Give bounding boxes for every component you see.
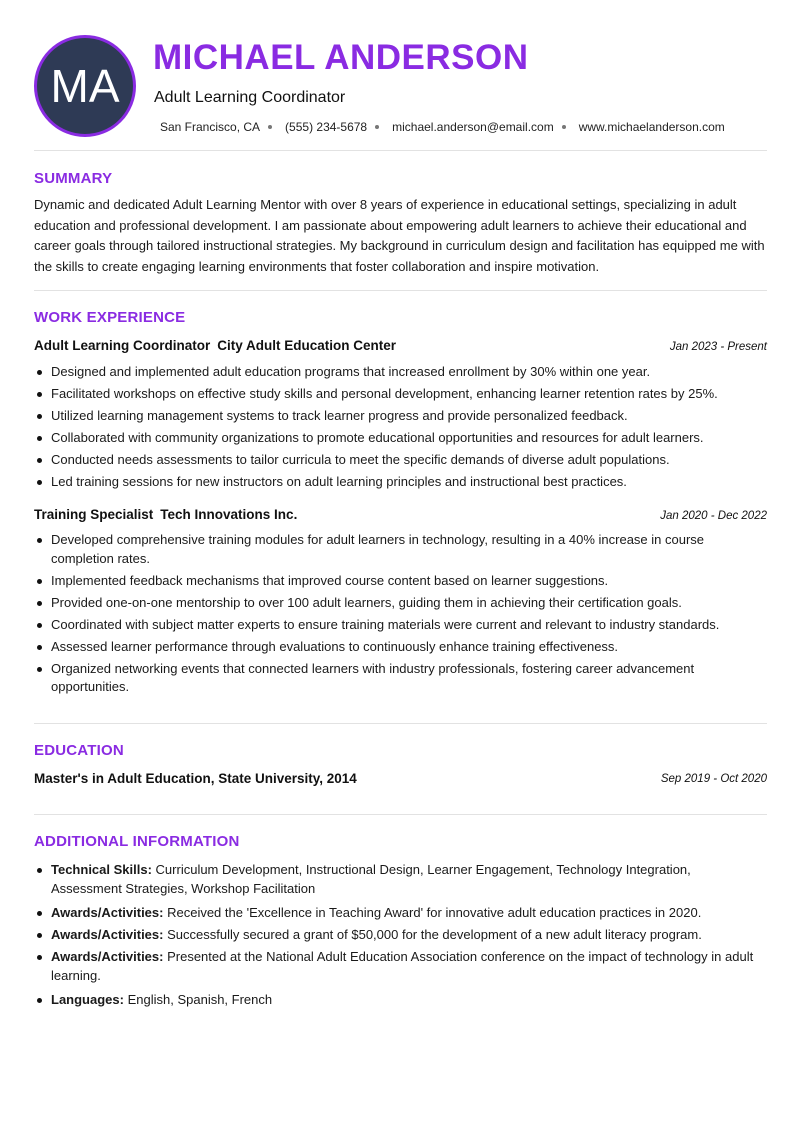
item-label: Technical Skills: (51, 862, 152, 877)
avatar (34, 35, 136, 137)
list-item (34, 991, 754, 1010)
contact-line (160, 120, 725, 134)
contact-separator-dot (375, 125, 379, 129)
divider (34, 814, 767, 815)
list-item: Developed comprehensive training modules for adult learners in technology, resulting in a 40% increase in course completion rates. (34, 531, 754, 568)
item-text: Presented at the National Adult Education Association conference on the impact of technology in adult learning. (51, 949, 754, 983)
list-item: Provided one-on-one mentorship to over 100 adult learners, guiding them in achieving their certification goals. (34, 594, 754, 613)
list-item: Designed and implemented adult education programs that increased enrollment by 30% within one year. (34, 363, 754, 382)
job-company: City Adult Education Center (217, 338, 397, 353)
list-item: Collaborated with community organizations to promote educational opportunities and resources for adult learners. (34, 429, 754, 448)
candidate-role: Adult Learning Coordinator (154, 89, 346, 106)
list-item: Led training sessions for new instructors on adult learning principles and instructional best practices. (34, 473, 754, 492)
list-item: Facilitated workshops on effective study skills and personal development, enhancing learner retention rates by 25%. (34, 385, 754, 404)
contact-website[interactable]: www.michaelanderson.com (578, 120, 725, 134)
divider (34, 290, 767, 291)
item-label: Awards/Activities: (51, 905, 164, 920)
divider (34, 150, 767, 151)
job-title (34, 338, 396, 353)
list-item (34, 948, 754, 985)
item-text: Curriculum Development, Instructional Design, Learner Engagement, Technology Integration, Assessment Strategies, Workshop Facilitation (51, 862, 691, 896)
list-item (34, 904, 754, 923)
summary-text: Dynamic and dedicated Adult Learning Mentor with over 8 years of experience in educational settings, specializing in adult education and professional development. I am passionate about empowering adult learners to achieve their educational and career goals through tailored instructional strategies. My background in curriculum design and facilitation has equipped me with the skills to create engaging learning environments that foster collaboration and inspire motivation. (34, 197, 765, 274)
candidate-name: MICHAEL ANDERSON (153, 38, 529, 77)
job-bullets (34, 531, 754, 697)
education-degree: Master's in Adult Education, State University, 2014 (34, 771, 357, 786)
summary-heading: SUMMARY (34, 170, 113, 187)
item-label: Awards/Activities: (51, 927, 164, 942)
divider (34, 723, 767, 724)
job-company: Tech Innovations Inc. (160, 507, 298, 522)
job-title (34, 507, 297, 522)
contact-email[interactable]: michael.anderson@email.com (392, 120, 554, 134)
item-label: Languages: (51, 992, 124, 1007)
item-text: Successfully secured a grant of $50,000 for the development of a new adult literacy program. (167, 927, 702, 942)
work-experience-heading: WORK EXPERIENCE (34, 309, 186, 326)
list-item: Assessed learner performance through evaluations to continuously enhance training effectiveness. (34, 638, 754, 657)
job-bullets (34, 363, 754, 492)
job-dates: Jan 2020 - Dec 2022 (660, 510, 767, 522)
list-item: Implemented feedback mechanisms that improved course content based on learner suggestions. (34, 572, 754, 591)
list-item (34, 926, 754, 945)
item-label: Awards/Activities: (51, 949, 164, 964)
list-item: Organized networking events that connected learners with industry professionals, fostering career advancement opportunities. (34, 660, 754, 697)
contact-separator-dot (562, 125, 566, 129)
additional-info-heading: ADDITIONAL INFORMATION (34, 833, 240, 850)
avatar-initials: MA (50, 60, 120, 112)
list-item (34, 861, 754, 898)
list-item: Utilized learning management systems to track learner progress and provide personalized feedback. (34, 407, 754, 426)
list-item: Conducted needs assessments to tailor curricula to meet the specific demands of diverse adult populations. (34, 451, 754, 470)
additional-info-list (34, 861, 754, 1010)
job-dates: Jan 2023 - Present (669, 341, 767, 353)
education-heading: EDUCATION (34, 742, 124, 759)
contact-separator-dot (268, 125, 272, 129)
contact-location: San Francisco, CA (160, 120, 261, 134)
item-text: English, Spanish, French (127, 992, 273, 1007)
contact-phone: (555) 234-5678 (285, 120, 368, 134)
item-text: Received the 'Excellence in Teaching Award' for innovative adult education practices in 2020. (167, 905, 702, 920)
job-position: Training Specialist (34, 507, 154, 522)
list-item: Coordinated with subject matter experts to ensure training materials were current and relevant to industry standards. (34, 616, 754, 635)
job-position: Adult Learning Coordinator (34, 338, 211, 353)
education-dates: Sep 2019 - Oct 2020 (660, 773, 767, 785)
